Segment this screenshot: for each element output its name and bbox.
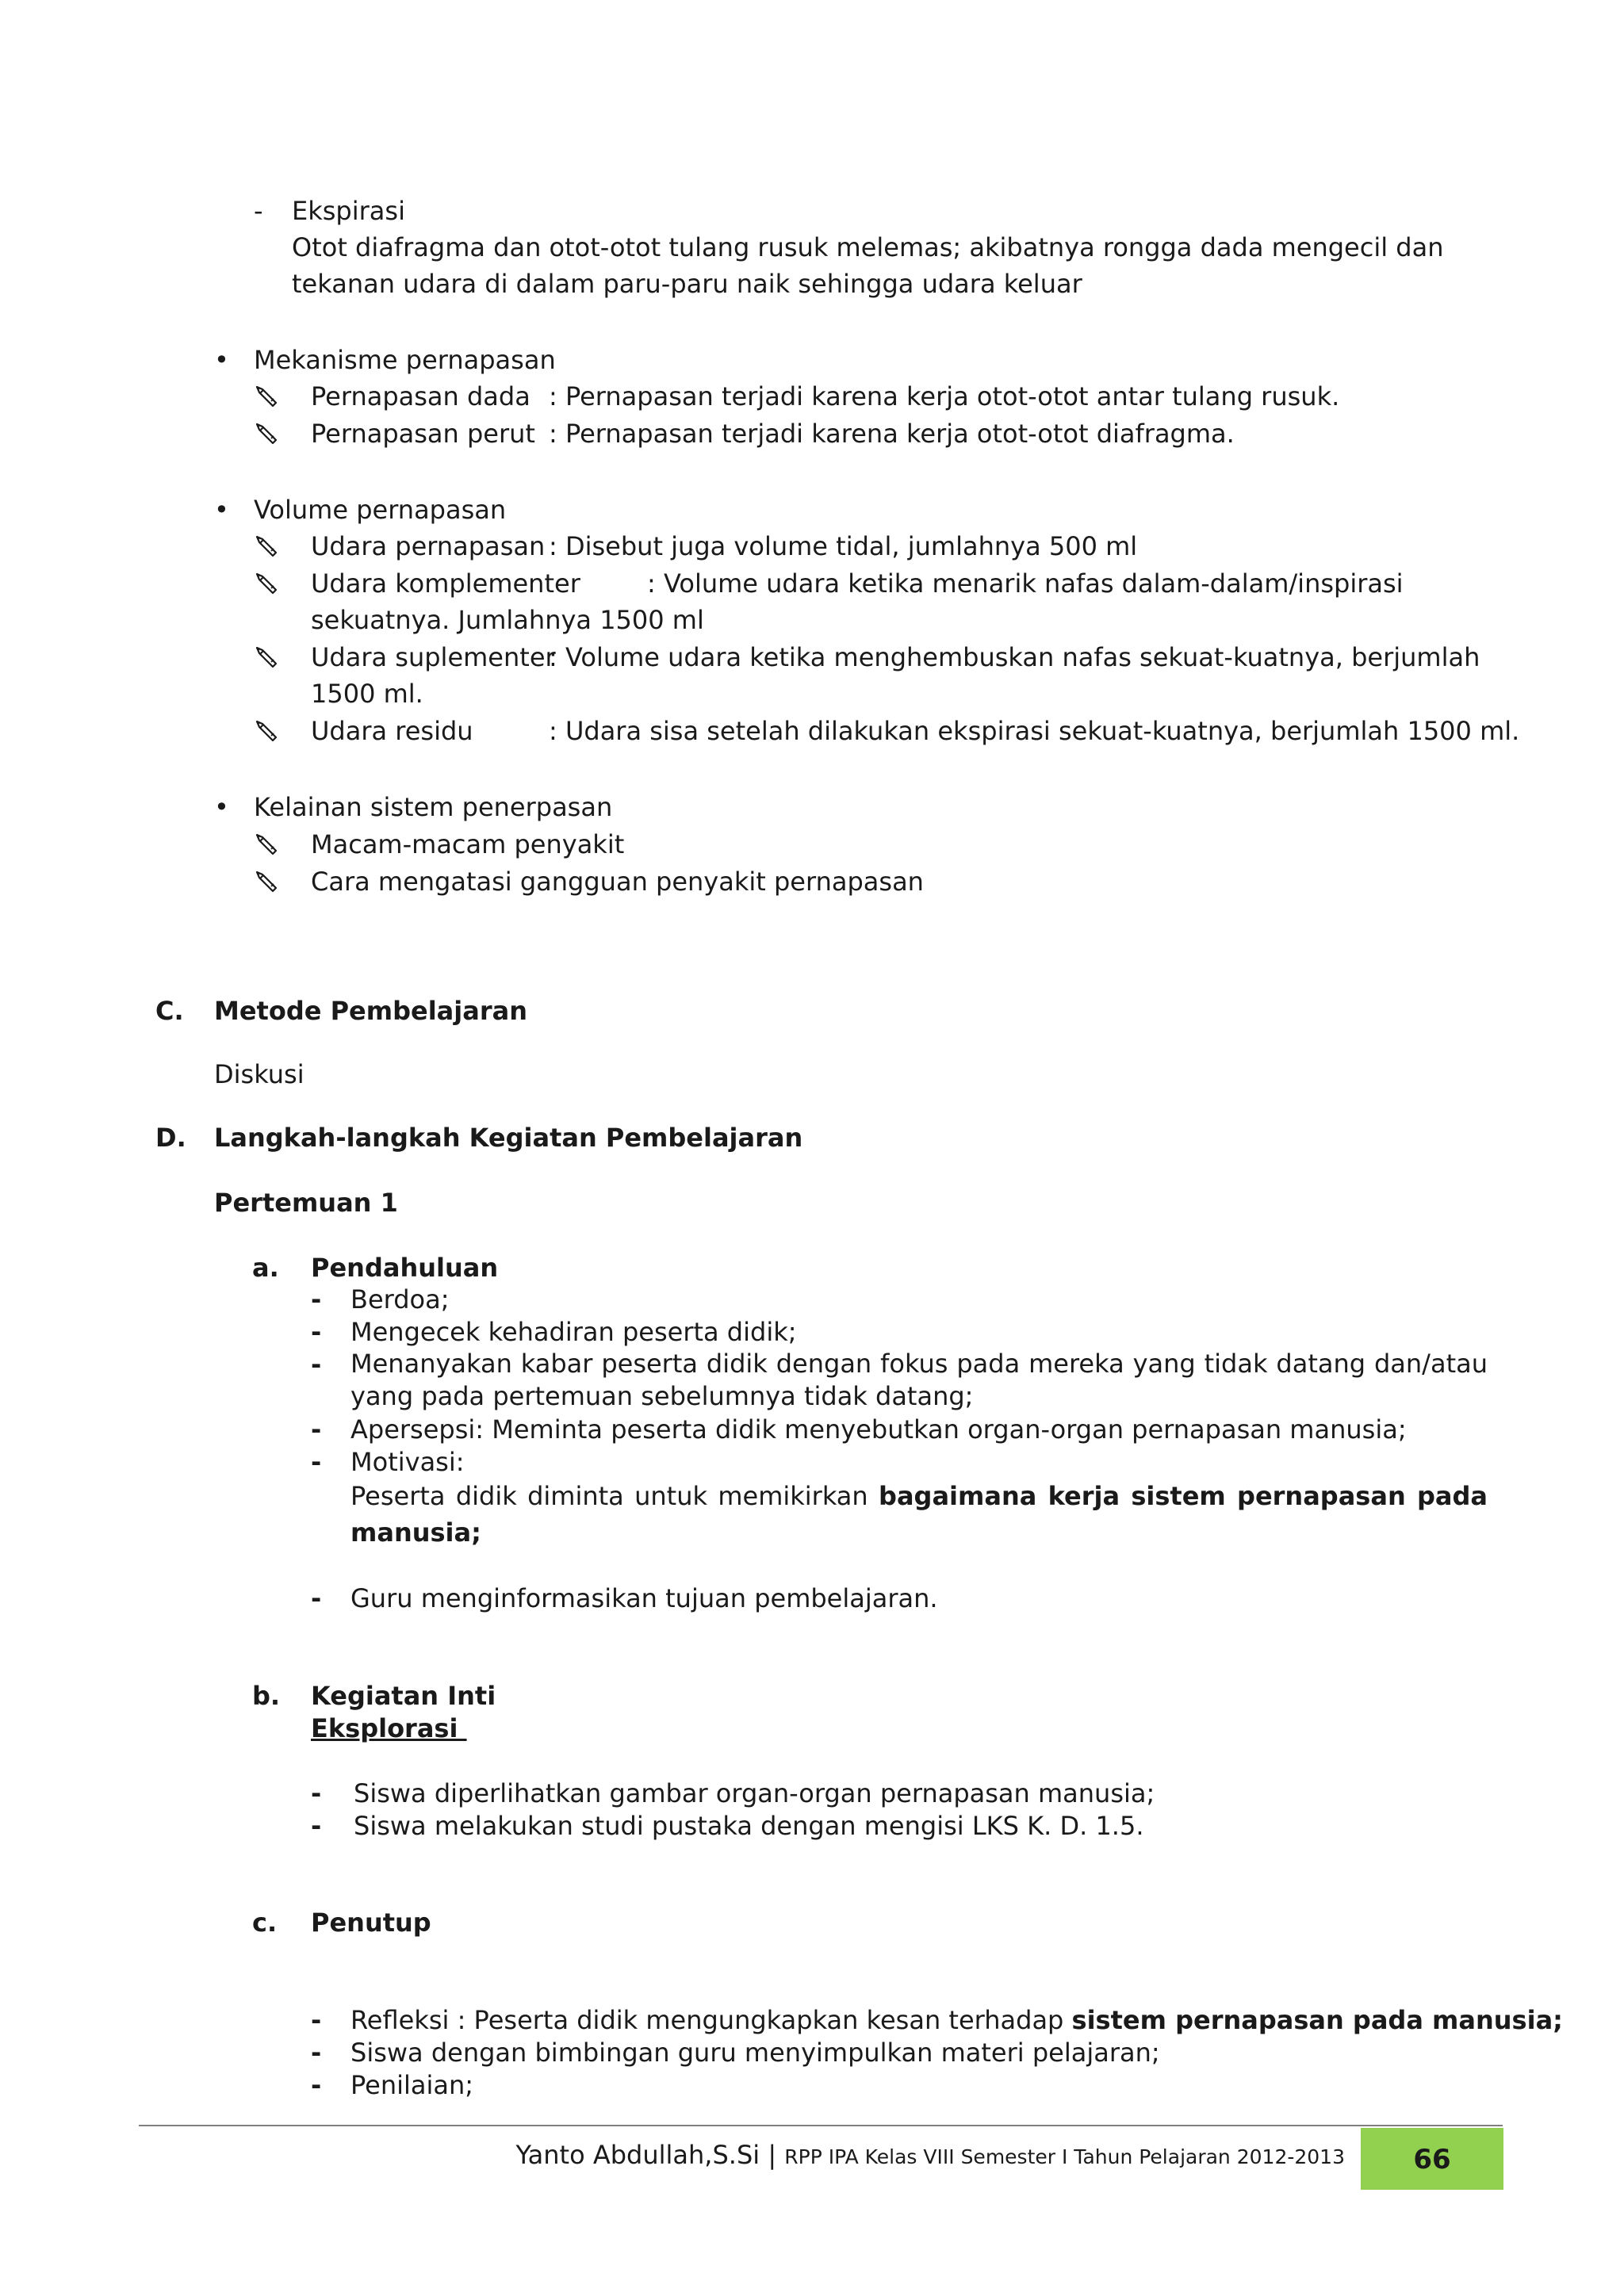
- subsection-title: Kegiatan Inti: [311, 1681, 496, 1711]
- reflection-emphasis: sistem pernapasan pada manusia;: [1071, 2005, 1563, 2035]
- mechanism-term: Pernapasan perut: [311, 419, 535, 449]
- dash-bullet: -: [311, 2070, 322, 2100]
- volume-term: Udara residu: [311, 716, 473, 746]
- disorders-item: Cara mengatasi gangguan penyakit pernapasan: [311, 867, 924, 897]
- volume-desc-continued: sekuatnya. Jumlahnya 1500 ml: [311, 605, 704, 635]
- section-title: Langkah-langkah Kegiatan Pembelajaran: [214, 1123, 803, 1153]
- subsection-letter: c.: [252, 1908, 278, 1938]
- pencil-icon: [255, 572, 278, 595]
- list-item: Berdoa;: [350, 1284, 450, 1314]
- mechanism-title: Mekanisme pernapasan: [254, 345, 556, 375]
- footer-divider: [139, 2125, 1503, 2126]
- volume-desc: : Disebut juga volume tidal, jumlahnya 500 ml: [549, 531, 1138, 561]
- list-item: Siswa melakukan studi pustaka dengan mengisi LKS K. D. 1.5.: [354, 1811, 1144, 1841]
- list-item: Mengecek kehadiran peserta didik;: [350, 1317, 797, 1347]
- disorders-item: Macam-macam penyakit: [311, 829, 625, 859]
- list-item: Siswa diperlihatkan gambar organ-organ pernapasan manusia;: [354, 1778, 1155, 1808]
- footer-author: Yanto Abdullah,S.Si: [515, 2140, 760, 2170]
- list-item: Siswa dengan bimbingan guru menyimpulkan materi pelajaran;: [350, 2038, 1160, 2068]
- mechanism-term: Pernapasan dada: [311, 381, 530, 411]
- bullet-icon: [214, 790, 229, 825]
- motivation-text: Peserta didik diminta untuk memikirkan: [350, 1481, 868, 1511]
- dash-bullet: -: [311, 2005, 322, 2035]
- volume-desc: : Volume udara ketika menarik nafas dalam-dalam/inspirasi: [647, 568, 1404, 599]
- motivation-paragraph: [350, 1478, 1488, 1551]
- pencil-icon: [255, 385, 278, 408]
- volume-desc: : Udara sisa setelah dilakukan ekspirasi sekuat-kuatnya, berjumlah 1500 ml.: [549, 716, 1520, 746]
- footer-separator: |: [768, 2140, 777, 2170]
- page-number-box: [1361, 2128, 1503, 2190]
- section-title: Metode Pembelajaran: [214, 996, 527, 1026]
- dash-bullet: -: [311, 1349, 322, 1380]
- pencil-icon: [255, 535, 278, 557]
- list-item: Guru menginformasikan tujuan pembelajaran.: [350, 1583, 938, 1613]
- section-body: Diskusi: [214, 1059, 304, 1089]
- volume-term: Udara suplementer: [311, 642, 556, 672]
- meeting-title: Pertemuan 1: [214, 1188, 398, 1218]
- dash-bullet: -: [311, 1447, 322, 1477]
- footer-text: [515, 2138, 1345, 2172]
- section-letter: C.: [155, 996, 184, 1026]
- mechanism-desc: : Pernapasan terjadi karena kerja otot-otot diafragma.: [549, 419, 1235, 449]
- volume-desc: : Volume udara ketika menghembuskan nafas sekuat-kuatnya, berjumlah: [549, 642, 1480, 672]
- subsection-letter: a.: [252, 1253, 279, 1283]
- dash-bullet: -: [254, 196, 263, 226]
- reflection-item: [350, 2003, 1563, 2038]
- volume-term: Udara komplementer: [311, 568, 580, 599]
- pencil-icon: [255, 833, 278, 855]
- list-item: Penilaian;: [350, 2070, 474, 2100]
- page-number: 66: [1413, 2144, 1451, 2175]
- disorders-title: Kelainan sistem penerpasan: [254, 792, 613, 822]
- list-item: Motivasi:: [350, 1447, 465, 1477]
- subsection-subtitle: Eksplorasi: [311, 1713, 467, 1743]
- list-item: Apersepsi: Meminta peserta didik menyebutkan organ-organ pernapasan manusia;: [350, 1414, 1407, 1445]
- pencil-icon: [255, 871, 278, 893]
- expiration-line-2: tekanan udara di dalam paru-paru naik sehingga udara keluar: [292, 269, 1082, 299]
- pencil-icon: [255, 720, 278, 742]
- expiration-line-1: Otot diafragma dan otot-otot tulang rusuk melemas; akibatnya rongga dada mengecil dan: [292, 232, 1444, 262]
- reflection-text: Refleksi : Peserta didik mengungkapkan kesan terhadap: [350, 2005, 1064, 2035]
- dash-bullet: -: [311, 1414, 322, 1445]
- bullet-icon: [214, 493, 229, 527]
- motivation-emphasis: bagaimana kerja sistem pernapasan pada manusia;: [350, 1481, 1488, 1548]
- subsection-letter: b.: [252, 1681, 281, 1711]
- pencil-icon: [255, 646, 278, 668]
- dash-bullet: -: [311, 1778, 322, 1808]
- list-item: Menanyakan kabar peserta didik dengan fokus pada mereka yang tidak datang dan/atau yang pada pertemuan sebelumnya tidak datang;: [350, 1349, 1488, 1411]
- dash-bullet: -: [311, 2038, 322, 2068]
- footer-course: RPP IPA Kelas VIII Semester I Tahun Pelajaran 2012-2013: [784, 2145, 1345, 2168]
- pencil-icon: [255, 423, 278, 445]
- mechanism-desc: : Pernapasan terjadi karena kerja otot-otot antar tulang rusuk.: [549, 381, 1340, 411]
- section-letter: D.: [155, 1123, 186, 1153]
- volume-title: Volume pernapasan: [254, 495, 507, 525]
- dash-bullet: -: [311, 1317, 322, 1347]
- subsection-title: Pendahuluan: [311, 1253, 499, 1283]
- volume-term: Udara pernapasan: [311, 531, 546, 561]
- expiration-title: Ekspirasi: [292, 196, 405, 226]
- bullet-icon: [214, 343, 229, 377]
- subsection-title: Penutup: [311, 1908, 431, 1938]
- dash-bullet: -: [311, 1583, 322, 1613]
- dash-bullet: -: [311, 1811, 322, 1841]
- dash-bullet: -: [311, 1284, 322, 1314]
- volume-desc-continued: 1500 ml.: [311, 679, 423, 709]
